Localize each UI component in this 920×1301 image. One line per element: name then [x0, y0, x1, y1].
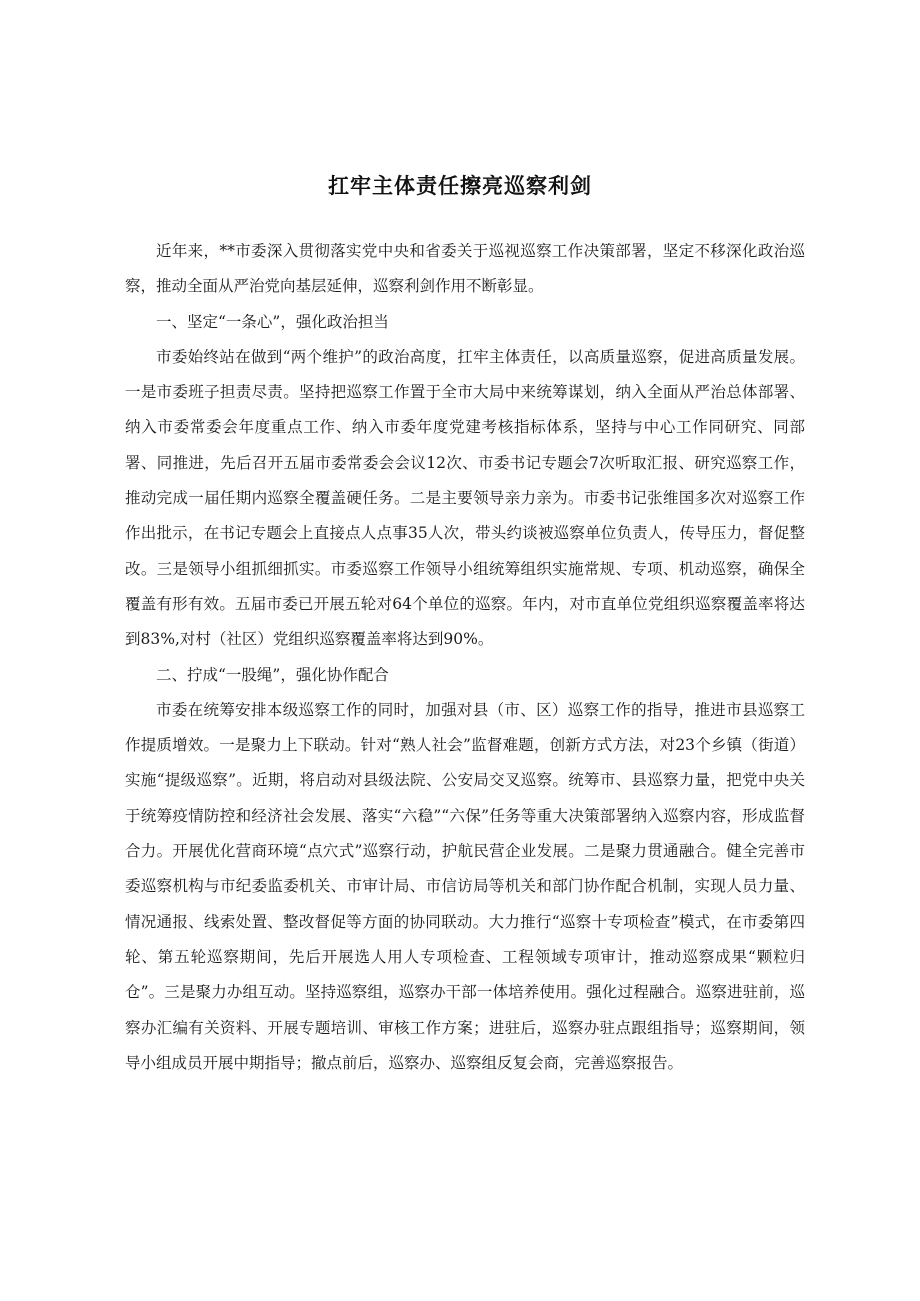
paragraph-intro: 近年来，**市委深入贯彻落实党中央和省委关于巡视巡察工作决策部署，坚定不移深化政治巡察，推动全面从严治党向基层延伸，巡察利剑作用不断彰显。: [125, 242, 805, 296]
paragraph-section-1: 市委始终站在做到“两个维护”的政治高度，扛牢主体责任，以高质量巡察，促进高质量发展。一是市委班子担责尽责。坚持把巡察工作置于全市大局中来统筹谋划，纳入全面从严治总体部署、纳入市委常委会年度重点工作、纳入市委年度党建考核指标体系，坚持与中心工作同研究、同部署、同推进，先后召开五届市委常委会会议12次、市委书记专题会7次听取汇报、研究巡察工作，推动完成一届任期内巡察全覆盖硬任务。二是主要领导亲力亲为。市委书记张维国多次对巡察工作作出批示，在书记专题会上直接点人点事35人次，带头约谈被巡察单位负责人，传导压力，督促整改。三是领导小组抓细抓实。市委巡察工作领导小组统筹组织实施常规、专项、机动巡察，确保全覆盖有形有效。五届市委已开展五轮对64个单位的巡察。年内，对市直单位党组织巡察覆盖率将达到83%,对村（社区）党组织巡察覆盖率将达到90%。: [125, 347, 805, 649]
document-body: [125, 234, 805, 1081]
section-heading-1: 一、坚定“一条心”，强化政治担当: [156, 312, 389, 331]
document-title: 扛牢主体责任擦亮巡察利剑: [328, 174, 592, 198]
section-heading-2: 二、拧成“一股绳”，强化协作配合: [156, 665, 389, 684]
paragraph-section-2: 市委在统筹安排本级巡察工作的同时，加强对县（市、区）巡察工作的指导，推进市县巡察工作提质增效。一是聚力上下联动。针对“熟人社会”监督难题，创新方式方法，对23个乡镇（街道）实施“提级巡察”。近期，将启动对县级法院、公安局交叉巡察。统筹市、县巡察力量，把党中央关于统筹疫情防控和经济社会发展、落实“六稳”“六保”任务等重大决策部署纳入巡察内容，形成监督合力。开展优化营商环境“点穴式”巡察行动，护航民营企业发展。二是聚力贯通融合。健全完善市委巡察机构与市纪委监委机关、市审计局、市信访局等机关和部门协作配合机制，实现人员力量、情况通报、线索处置、整改督促等方面的协同联动。大力推行“巡察十专项检查”模式，在市委第四轮、第五轮巡察期间，先后开展选人用人专项检查、工程领域专项审计，推动巡察成果“颗粒归仓”。三是聚力办组互动。坚持巡察组，巡察办干部一体培养使用。强化过程融合。巡察进驻前，巡察办汇编有关资料、开展专题培训、审核工作方案；进驻后，巡察办驻点跟组指导；巡察期间，领导小组成员开展中期指导；撤点前后，巡察办、巡察组反复会商，完善巡察报告。: [125, 700, 805, 1072]
